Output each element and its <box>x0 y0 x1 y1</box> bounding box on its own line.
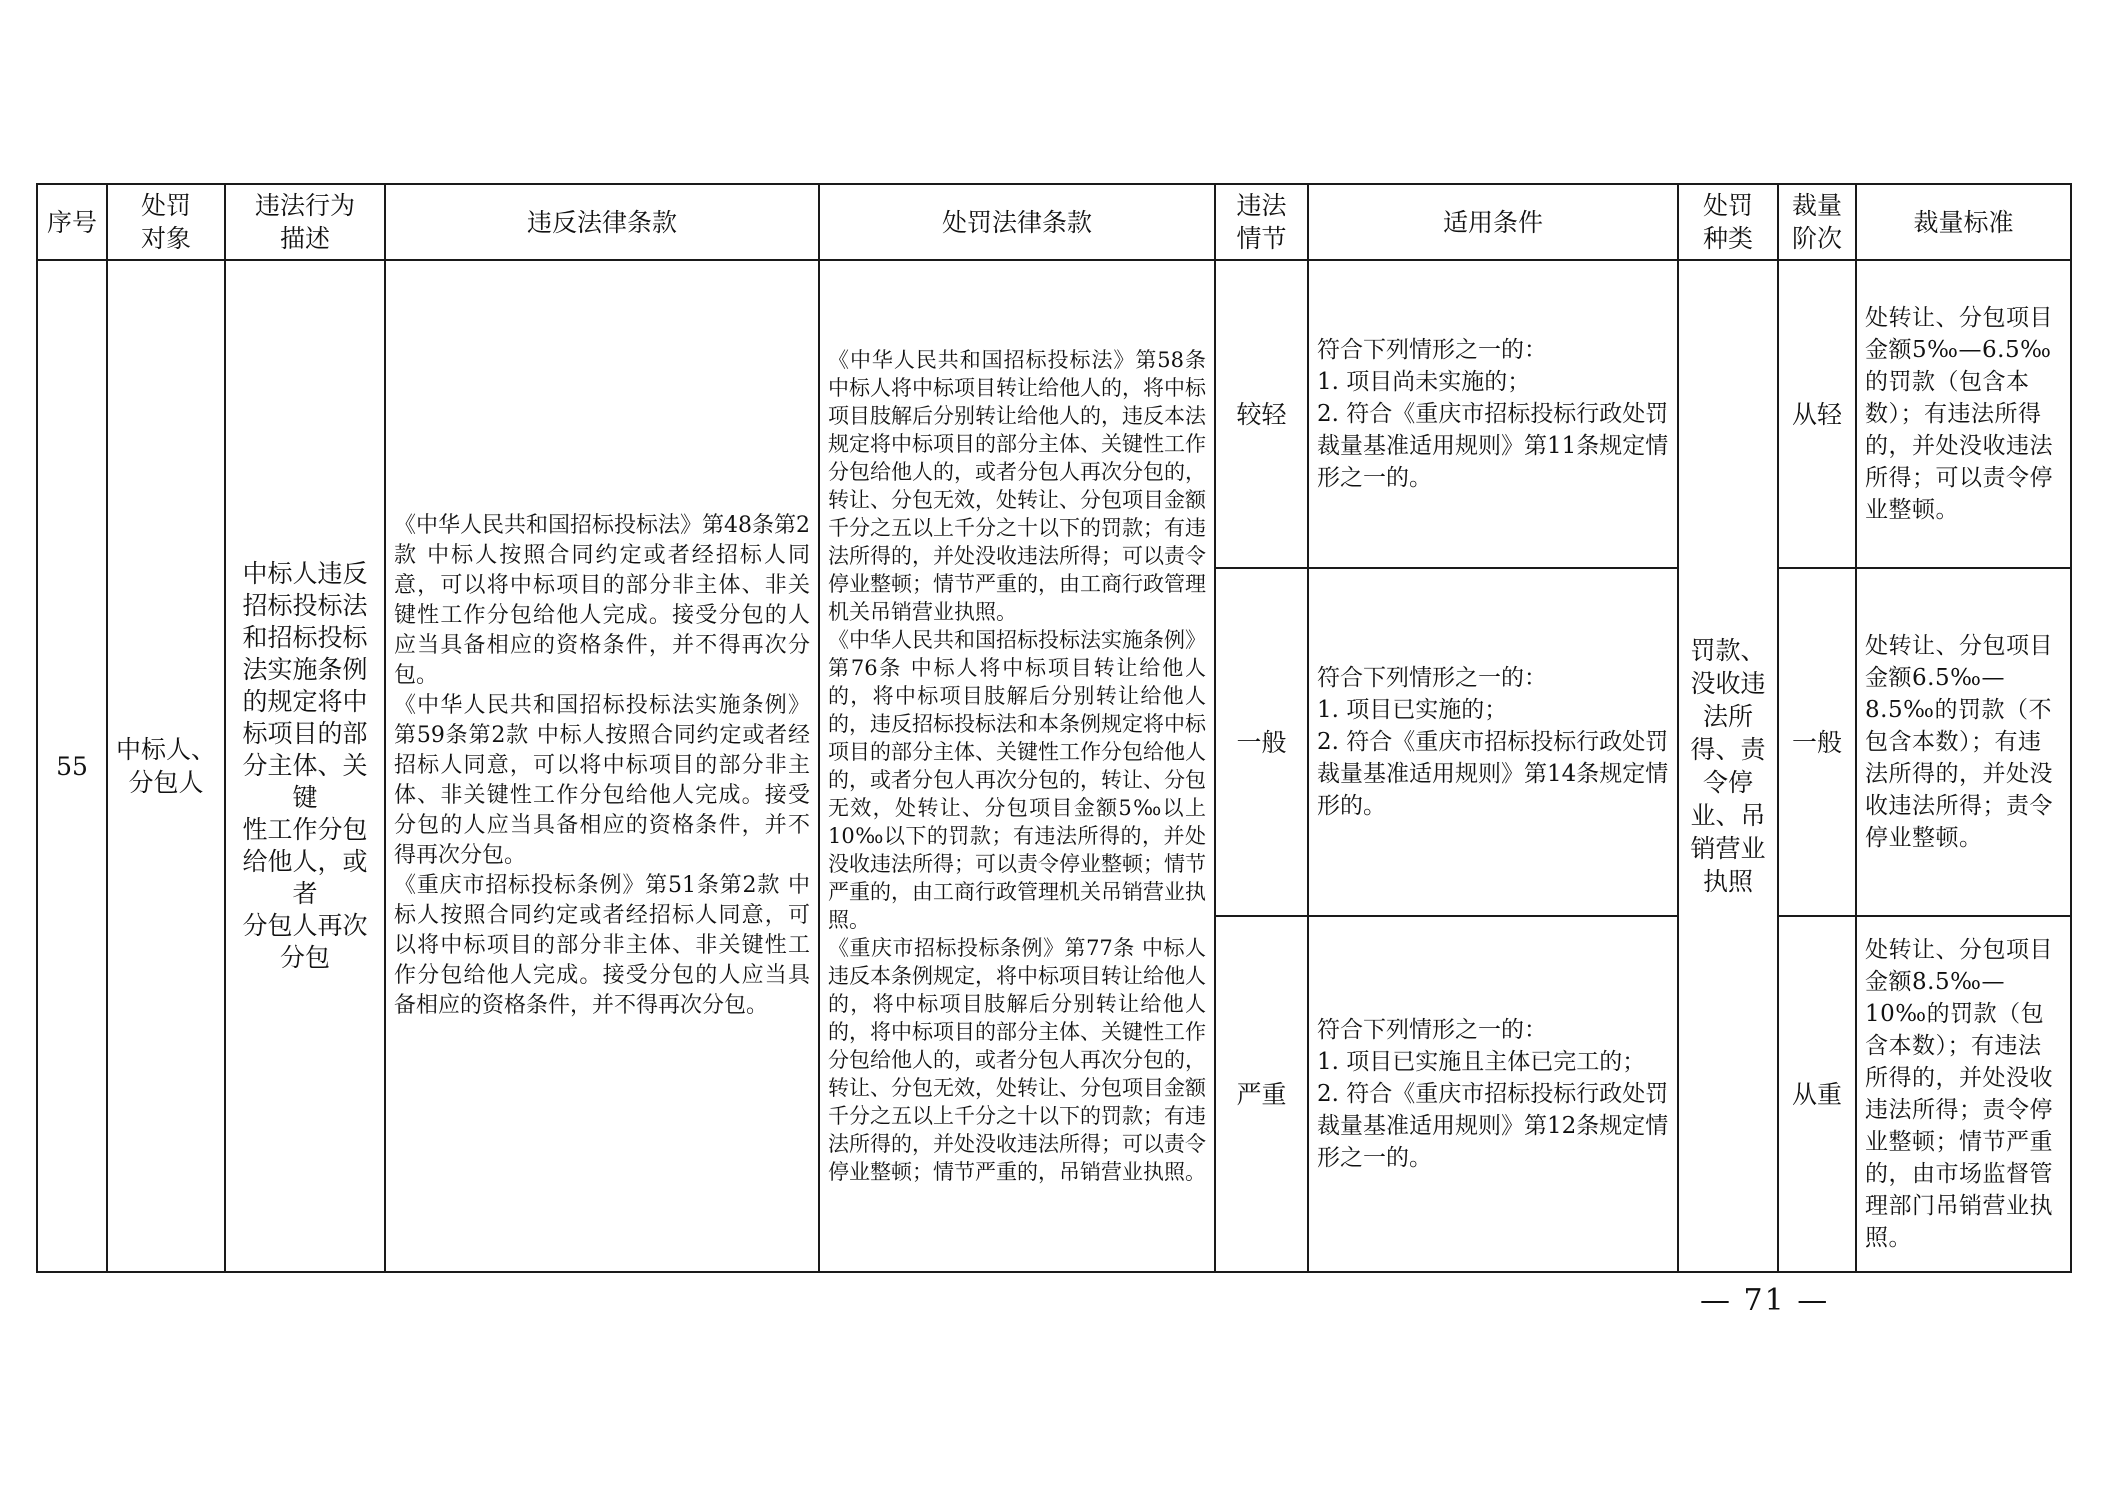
header-standard: 裁量标准 <box>1856 184 2071 260</box>
header-degree: 违法 情节 <box>1215 184 1308 260</box>
cell-condition-light: 符合下列情形之一的： 1. 项目尚未实施的； 2. 符合《重庆市招标投标行政处罚裁量基准适用规则》第11条规定情形之一的。 <box>1308 260 1678 568</box>
cell-seq: 55 <box>37 260 107 1272</box>
header-description: 违法行为 描述 <box>225 184 385 260</box>
cell-condition-serious: 符合下列情形之一的： 1. 项目已实施且主体已完工的； 2. 符合《重庆市招标投标行政处罚裁量基准适用规则》第12条规定情形之一的。 <box>1308 916 1678 1272</box>
table-row <box>37 260 2071 568</box>
header-condition: 适用条件 <box>1308 184 1678 260</box>
penalty-discretion-table <box>36 183 2072 1273</box>
cell-penalty-kind: 罚款、 没收违 法所 得、责 令停 业、吊 销营业 执照 <box>1678 260 1778 1272</box>
cell-level-general: 一般 <box>1778 568 1856 916</box>
cell-condition-general: 符合下列情形之一的： 1. 项目已实施的； 2. 符合《重庆市招标投标行政处罚裁量基准适用规则》第14条规定情形的。 <box>1308 568 1678 916</box>
cell-penalty-law: 《中华人民共和国招标投标法》第58条 中标人将中标项目转让给他人的，将中标项目肢解后分别转让给他人的，违反本法规定将中标项目的部分主体、关键性工作分包给他人的，或者分包人再次分包的，转让、分包无效，处转让、分包项目金额千分之五以上千分之十以下的罚款；有违法所得的，并处没收违法所得；可以责令停业整顿；情节严重的，由工商行政管理机关吊销营业执照。 《中华人民共和国招标投标法实施条例》第76条 中标人将中标项目转让给他人的，将中标项目肢解后分别转让给他人的，违反招标投标法和本条例规定将中标项目的部分主体、关键性工作分包给他人的，或者分包人再次分包的，转让、分包无效，处转让、分包项目金额5‰以上10‰以下的罚款；有违法所得的，并处没收违法所得；可以责令停业整顿；情节严重的，由工商行政管理机关吊销营业执照。 《重庆市招标投标条例》第77条 中标人违反本条例规定，将中标项目转让给他人的，将中标项目肢解后分别转让给他人的，将中标项目的部分主体、关键性工作分包给他人的，或者分包人再次分包的，转让、分包无效，处转让、分包项目金额千分之五以上千分之十以下的罚款；有违法所得的，并处没收违法所得；可以责令停业整顿；情节严重的，吊销营业执照。 <box>819 260 1215 1272</box>
header-level: 裁量 阶次 <box>1778 184 1856 260</box>
page-number: — 71 — <box>1700 1283 1830 1318</box>
header-row <box>37 184 2071 260</box>
header-seq: 序号 <box>37 184 107 260</box>
cell-degree-light: 较轻 <box>1215 260 1308 568</box>
cell-standard-general: 处转让、分包项目金额6.5‰—8.5‰的罚款（不包含本数）；有违法所得的，并处没收违法所得；责令停业整顿。 <box>1856 568 2071 916</box>
cell-level-light: 从轻 <box>1778 260 1856 568</box>
cell-degree-serious: 严重 <box>1215 916 1308 1272</box>
cell-degree-general: 一般 <box>1215 568 1308 916</box>
header-penalty-law: 处罚法律条款 <box>819 184 1215 260</box>
cell-standard-serious: 处转让、分包项目金额8.5‰—10‰的罚款（包含本数）；有违法所得的，并处没收违法所得；责令停业整顿；情节严重的，由市场监督管理部门吊销营业执照。 <box>1856 916 2071 1272</box>
cell-subject: 中标人、 分包人 <box>107 260 225 1272</box>
header-violated-law: 违反法律条款 <box>385 184 819 260</box>
header-subject: 处罚 对象 <box>107 184 225 260</box>
cell-description: 中标人违反 招标投标法 和招标投标 法实施条例 的规定将中 标项目的部 分主体、关键 性工作分包 给他人，或者 分包人再次 分包 <box>225 260 385 1272</box>
cell-standard-light: 处转让、分包项目金额5‰—6.5‰的罚款（包含本数）；有违法所得的，并处没收违法所得；可以责令停业整顿。 <box>1856 260 2071 568</box>
cell-violated-law: 《中华人民共和国招标投标法》第48条第2款 中标人按照合同约定或者经招标人同意，可以将中标项目的部分非主体、非关键性工作分包给他人完成。接受分包的人应当具备相应的资格条件，并不得再次分包。 《中华人民共和国招标投标法实施条例》第59条第2款 中标人按照合同约定或者经招标人同意，可以将中标项目的部分非主体、非关键性工作分包给他人完成。接受分包的人应当具备相应的资格条件，并不得再次分包。 《重庆市招标投标条例》第51条第2款 中标人按照合同约定或者经招标人同意，可以将中标项目的部分非主体、非关键性工作分包给他人完成。接受分包的人应当具备相应的资格条件，并不得再次分包。 <box>385 260 819 1272</box>
cell-level-serious: 从重 <box>1778 916 1856 1272</box>
header-penalty-kind: 处罚 种类 <box>1678 184 1778 260</box>
